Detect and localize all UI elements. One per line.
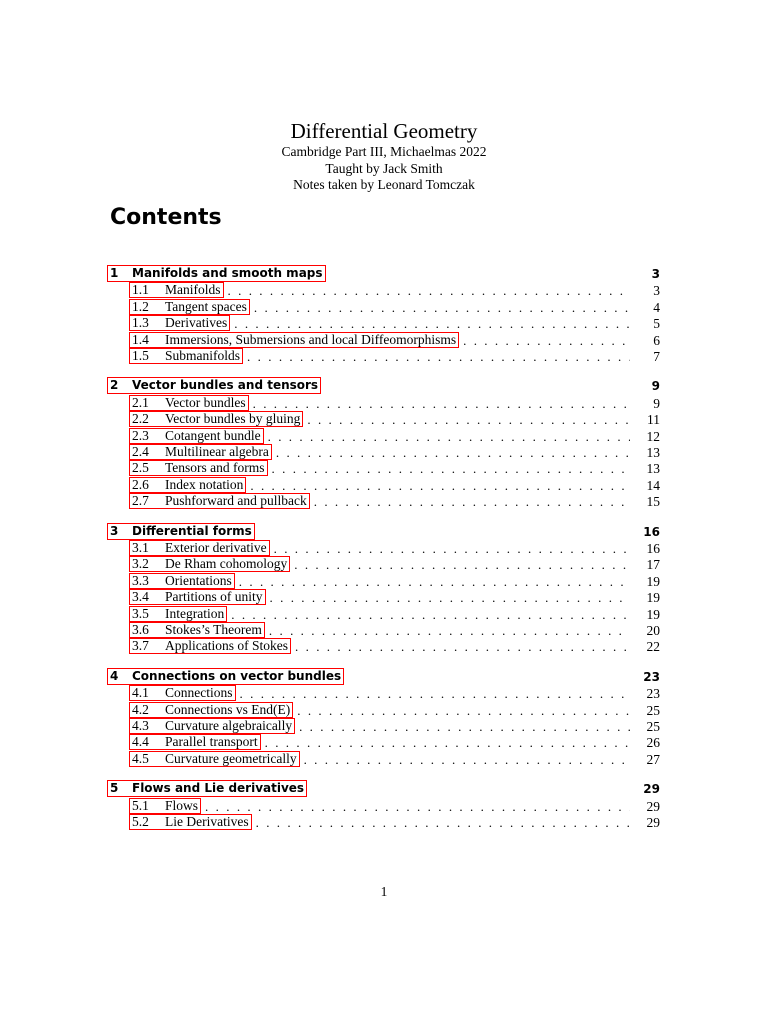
toc-section-number: 2.3 (132, 427, 149, 443)
toc-section-row (108, 750, 660, 766)
toc-section-link[interactable] (129, 638, 291, 654)
toc-section-page: 25 (646, 719, 660, 735)
toc-chapter-title: Vector bundles and tensors (132, 378, 319, 393)
toc-section-number: 5.1 (132, 797, 149, 813)
toc-section-number: 4.1 (132, 685, 149, 701)
toc-section-number: 2.4 (132, 444, 149, 460)
toc-section-row (108, 605, 660, 621)
subtitle-lecturer: Taught by Jack Smith (325, 160, 443, 176)
toc-section-page: 26 (646, 735, 660, 751)
toc-section-row (108, 718, 660, 734)
toc-section-title: Tensors and forms (165, 460, 265, 476)
toc-dot-leader (256, 816, 630, 830)
toc-section-row (108, 411, 660, 427)
footer-page-number: 1 (380, 884, 388, 899)
toc-section-link[interactable] (129, 734, 261, 750)
toc-section-link[interactable] (129, 718, 295, 734)
toc-chapter-link[interactable] (107, 668, 344, 685)
toc-dot-leader (250, 479, 630, 493)
toc-section-page: 19 (646, 573, 660, 589)
toc-section-row (108, 493, 660, 509)
toc-section-row (108, 814, 660, 830)
toc-section-link[interactable] (129, 444, 272, 460)
subtitle-course: Cambridge Part III, Michaelmas 2022 (281, 144, 487, 159)
toc-section-link[interactable] (129, 282, 224, 298)
toc-section-link[interactable] (129, 798, 201, 814)
toc-section-number: 3.2 (132, 556, 149, 572)
toc-section-row (108, 556, 660, 572)
toc-section-row (108, 331, 660, 347)
toc-section-number: 1.5 (132, 347, 149, 363)
toc-section-row (108, 427, 660, 443)
toc-section-title: Manifolds (165, 282, 221, 298)
toc-section-title: Tangent spaces (165, 298, 247, 314)
toc-dot-leader (463, 334, 630, 348)
toc-section-number: 3.1 (132, 540, 149, 556)
toc-dot-leader (274, 542, 630, 556)
toc-chapter-link[interactable] (107, 265, 326, 282)
toc-section-number: 1.1 (132, 282, 149, 298)
toc-section-page: 29 (646, 798, 660, 814)
toc-section-number: 4.4 (132, 734, 149, 750)
toc-section-row (108, 685, 660, 701)
toc-section-title: Orientations (165, 572, 232, 588)
toc-section-number: 2.6 (132, 476, 149, 492)
toc-section-title: De Rham cohomology (165, 556, 288, 572)
toc-dot-leader (247, 350, 630, 364)
toc-section-title: Vector bundles by gluing (165, 411, 301, 427)
contents-heading: Contents (110, 205, 222, 230)
toc-chapter (108, 376, 660, 509)
toc-section-number: 2.5 (132, 460, 149, 476)
toc-section-row (108, 298, 660, 314)
toc-section-link[interactable] (129, 814, 252, 830)
toc-section-link[interactable] (129, 685, 236, 701)
toc-section-link[interactable] (129, 428, 264, 444)
toc-dot-leader (307, 413, 630, 427)
toc-section-link[interactable] (129, 299, 250, 315)
toc-section-number: 1.4 (132, 331, 149, 347)
toc-section-page: 19 (646, 606, 660, 622)
toc-chapter-row (108, 667, 660, 685)
toc-section-number: 4.5 (132, 750, 149, 766)
toc-section-number: 3.4 (132, 589, 149, 605)
toc-section-title: Exterior derivative (165, 540, 267, 556)
toc-section-number: 5.2 (132, 814, 149, 830)
toc-section-page: 20 (646, 623, 660, 639)
toc-section-link[interactable] (129, 573, 235, 589)
toc-section-page: 13 (646, 445, 660, 461)
toc-section-row (108, 572, 660, 588)
toc-section-title: Index notation (165, 476, 244, 492)
toc-dot-leader (294, 558, 630, 572)
toc-section-title: Submanifolds (165, 347, 241, 363)
toc-chapter-row (108, 376, 660, 394)
toc-section-page: 13 (646, 461, 660, 477)
toc-chapter-row (108, 522, 660, 540)
toc-section-page: 23 (646, 686, 660, 702)
toc-section-page: 25 (646, 702, 660, 718)
toc-section-link[interactable] (129, 332, 459, 348)
toc-section-row (108, 460, 660, 476)
toc-chapter-page: 9 (651, 379, 660, 394)
toc-section-title: Flows (165, 797, 199, 813)
toc-section-page: 6 (653, 332, 660, 348)
toc-section-number: 2.7 (132, 493, 149, 509)
toc-dot-leader (231, 608, 630, 622)
toc-section-page: 12 (646, 428, 660, 444)
toc-section-number: 3.3 (132, 572, 149, 588)
toc-dot-leader (253, 397, 630, 411)
toc-dot-leader (269, 624, 630, 638)
toc-section-title: Derivatives (165, 315, 228, 331)
toc-dot-leader (276, 446, 630, 460)
toc-chapter (108, 522, 660, 655)
toc-section-number: 2.1 (132, 394, 149, 410)
toc-section-title: Immersions, Submersions and local Diffeomorphisms (165, 331, 457, 347)
toc-section-title: Connections (165, 685, 233, 701)
toc-section-row (108, 701, 660, 717)
toc-chapter-number: 3 (110, 523, 119, 538)
toc-section-page: 29 (646, 815, 660, 831)
toc-section-title: Pushforward and pullback (165, 493, 307, 509)
toc-section-title: Applications of Stokes (165, 638, 288, 654)
toc-section-page: 7 (653, 348, 660, 364)
toc-section-row (108, 348, 660, 364)
toc-section-title: Vector bundles (165, 394, 246, 410)
toc-dot-leader (239, 575, 630, 589)
toc-chapter-number: 2 (110, 378, 119, 393)
toc-section-title: Cotangent bundle (165, 427, 261, 443)
toc-section-title: Integration (165, 605, 225, 621)
toc-section-page: 19 (646, 590, 660, 606)
toc-dot-leader (297, 704, 630, 718)
toc-dot-leader (228, 284, 631, 298)
toc-chapter-row (108, 264, 660, 282)
toc-section-title: Lie Derivatives (165, 814, 249, 830)
toc-section-link[interactable] (129, 702, 293, 718)
toc-section-row (108, 622, 660, 638)
toc-section-row (108, 797, 660, 813)
toc-dot-leader (240, 687, 631, 701)
toc-section-row (108, 638, 660, 654)
toc-section-row (108, 444, 660, 460)
toc-section-page: 3 (653, 283, 660, 299)
toc-chapter-title: Connections on vector bundles (132, 668, 342, 683)
toc-section-link[interactable] (129, 395, 249, 411)
toc-section-number: 3.5 (132, 605, 149, 621)
toc-section-row (108, 589, 660, 605)
toc-chapter (108, 264, 660, 364)
table-of-contents (108, 264, 660, 830)
toc-section-row (108, 734, 660, 750)
toc-section-number: 1.2 (132, 298, 149, 314)
toc-section-page: 4 (653, 299, 660, 315)
toc-dot-leader (304, 753, 630, 767)
toc-section-number: 3.6 (132, 622, 149, 638)
toc-dot-leader (254, 301, 630, 315)
toc-chapter-link[interactable] (107, 780, 307, 797)
toc-section-row (108, 315, 660, 331)
title-block (0, 118, 768, 194)
toc-dot-leader (265, 736, 630, 750)
toc-section-title: Partitions of unity (165, 589, 263, 605)
toc-chapter-link[interactable] (107, 377, 321, 394)
toc-dot-leader (234, 317, 630, 331)
toc-section-number: 1.3 (132, 315, 149, 331)
toc-section-row (108, 394, 660, 410)
toc-chapter-number: 4 (110, 668, 119, 683)
toc-dot-leader (272, 462, 630, 476)
toc-section-page: 22 (646, 639, 660, 655)
toc-section-page: 11 (647, 412, 660, 428)
toc-chapter-title: Differential forms (132, 523, 252, 538)
toc-section-page: 5 (653, 316, 660, 332)
toc-section-number: 2.2 (132, 411, 149, 427)
toc-section-page: 27 (646, 751, 660, 767)
toc-section-row (108, 540, 660, 556)
toc-chapter-link[interactable] (107, 523, 255, 540)
toc-chapter-number: 1 (110, 266, 119, 280)
toc-section-link[interactable] (129, 556, 290, 572)
toc-section-title: Stokes’s Theorem (165, 622, 262, 638)
toc-dot-leader (205, 800, 630, 814)
toc-section-link[interactable] (129, 493, 310, 509)
toc-section-link[interactable] (129, 606, 227, 622)
toc-chapter-row (108, 779, 660, 797)
toc-dot-leader (268, 430, 630, 444)
toc-chapter (108, 667, 660, 767)
toc-section-link[interactable] (129, 477, 246, 493)
toc-section-title: Parallel transport (165, 734, 258, 750)
toc-section-title: Curvature geometrically (165, 750, 297, 766)
toc-section-link[interactable] (129, 751, 300, 767)
toc-section-page: 15 (646, 494, 660, 510)
toc-section-link[interactable] (129, 622, 265, 638)
toc-chapter-page: 16 (643, 524, 660, 539)
toc-chapter-title: Manifolds and smooth maps (132, 266, 323, 280)
toc-section-row (108, 282, 660, 298)
toc-section-page: 17 (646, 557, 660, 573)
toc-section-number: 4.3 (132, 718, 149, 734)
toc-chapter-page: 23 (643, 669, 660, 684)
subtitle-author: Notes taken by Leonard Tomczak (293, 177, 475, 192)
toc-section-number: 4.2 (132, 701, 149, 717)
toc-section-title: Multilinear algebra (165, 444, 269, 460)
toc-dot-leader (314, 495, 630, 509)
toc-section-page: 14 (646, 477, 660, 493)
toc-dot-leader (270, 591, 631, 605)
toc-section-link[interactable] (129, 460, 268, 476)
toc-section-row (108, 476, 660, 492)
toc-chapter-title: Flows and Lie derivatives (132, 781, 305, 796)
toc-dot-leader (295, 640, 630, 654)
toc-section-link[interactable] (129, 589, 266, 605)
toc-section-title: Connections vs End(E) (165, 701, 291, 717)
toc-chapter (108, 779, 660, 830)
toc-section-page: 16 (646, 541, 660, 557)
toc-section-link[interactable] (129, 540, 270, 556)
toc-chapter-number: 5 (110, 781, 119, 796)
toc-chapter-page: 29 (643, 782, 660, 797)
toc-section-title: Curvature algebraically (165, 718, 293, 734)
toc-section-page: 9 (653, 395, 660, 411)
toc-section-link[interactable] (129, 315, 230, 331)
toc-dot-leader (299, 720, 630, 734)
toc-section-link[interactable] (129, 411, 303, 427)
toc-chapter-page: 3 (651, 267, 660, 281)
toc-section-link[interactable] (129, 348, 243, 364)
document-title: Differential Geometry (290, 119, 478, 143)
toc-section-number: 3.7 (132, 638, 149, 654)
